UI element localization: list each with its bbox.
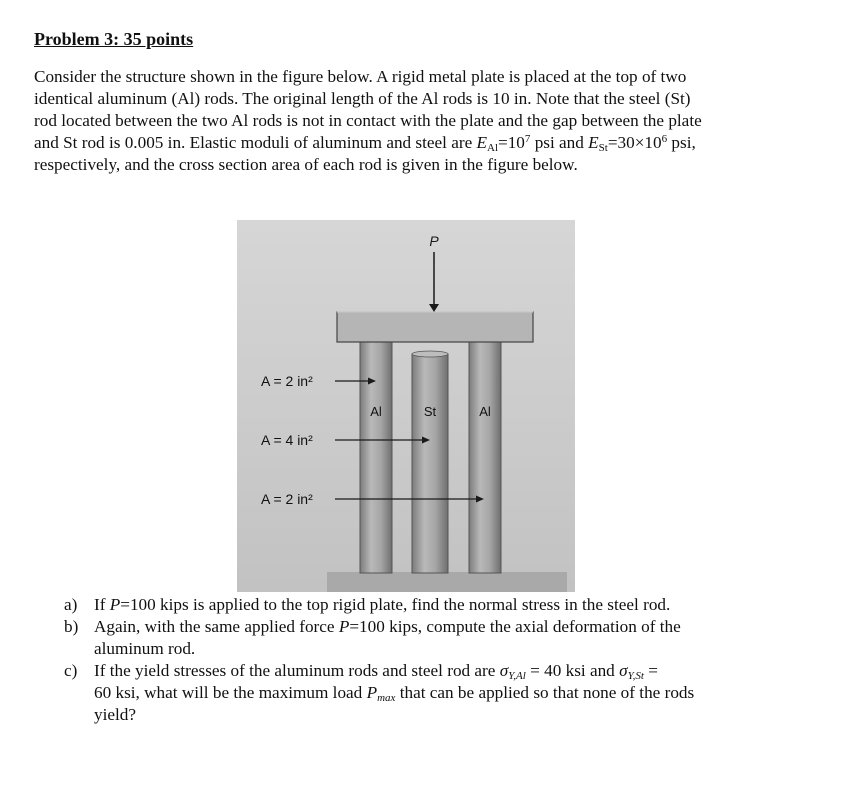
question-c: c) If the yield stresses of the aluminum rods and steel rod are $\sigma_{Y,Al} = 40$ ksi and $\sigma_{Y,St}$ = 60 ksi, what will be the maximum load $P_{max}$ that can be applied so that none of the rods yield? — [64, 661, 695, 724]
figure-background — [237, 220, 575, 592]
rod-al-left — [360, 341, 392, 573]
rod-al-right — [469, 341, 501, 573]
question-label: a) — [64, 595, 78, 614]
rod-st-middle — [412, 354, 448, 573]
question-a: a) If P=100 kips is applied to the top rigid plate, find the normal stress in the steel rod. — [64, 595, 671, 614]
question-b: b) Again, with the same applied force P=100 kips, compute the axial deformation of the aluminum rod. — [64, 617, 681, 658]
structure-figure — [237, 220, 575, 592]
rod-st-top — [412, 351, 448, 357]
structure-diagram — [237, 220, 575, 592]
intro-line-5: respectively, and the cross section area of each rod is given in the figure below. — [34, 155, 578, 174]
rod-label-al-left: Al — [370, 404, 382, 419]
intro-line-2: identical aluminum (Al) rods. The original length of the Al rods is 10 in. Note that the steel (St) — [34, 89, 691, 108]
area-label-1: A = 2 in² — [261, 373, 313, 389]
e-al-symbol: E — [476, 133, 488, 152]
intro-line-1: Consider the structure shown in the figure below. A rigid metal plate is placed at the top of two — [34, 67, 687, 86]
rigid-plate — [337, 312, 533, 342]
rod-label-al-right: Al — [479, 404, 491, 419]
e-st-symbol: E — [588, 133, 599, 152]
intro-line-3: rod located between the two Al rods is not in contact with the plate and the gap between the plate — [34, 111, 702, 130]
base-support — [327, 572, 567, 592]
intro-line-4: and St rod is 0.005 in. Elastic moduli of aluminum and steel are $E_{Al}=10^7$ psi and $E_{St}=30\times 10^6$ psi, — [34, 133, 696, 154]
rod-label-st: St — [423, 404, 437, 419]
area-label-3: A = 2 in² — [261, 491, 313, 507]
question-label: c) — [64, 661, 78, 680]
problem-title: Problem 3: 35 points — [34, 29, 194, 49]
problem-statement — [34, 66, 824, 176]
area-label-2: A = 4 in² — [261, 432, 313, 448]
load-label: P — [429, 233, 439, 249]
question-label: b) — [64, 617, 79, 636]
question-list — [64, 594, 824, 726]
